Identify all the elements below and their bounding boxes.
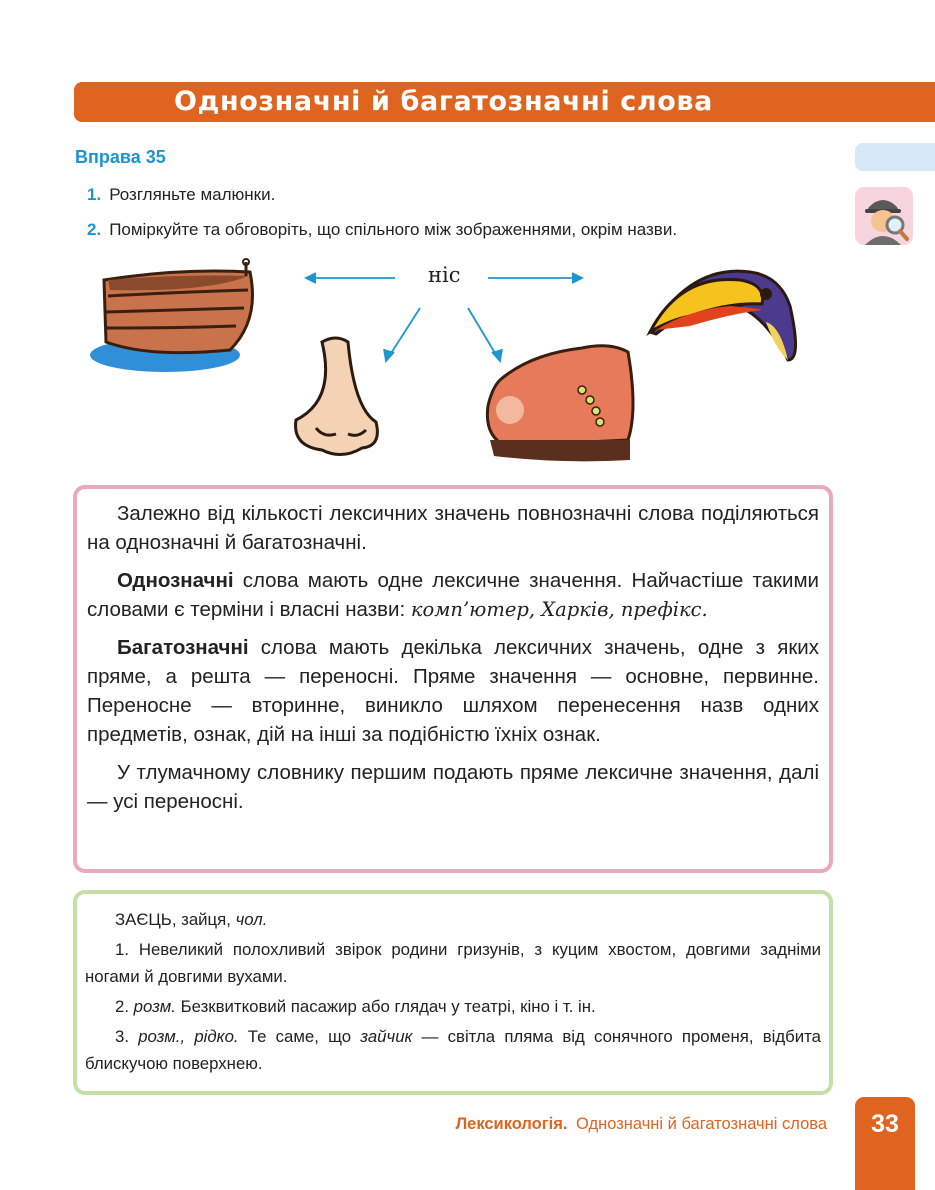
task-2-number: 2. — [87, 220, 102, 239]
meaning-3-num: 3. — [115, 1027, 139, 1046]
exercise-label: Вправа 35 — [75, 147, 166, 167]
rule-paragraph-1: Залежно від кількості лексичних значень повнозначні слова поділяються на однозначні й багатозначні. — [87, 502, 819, 554]
examples: комп’ютер, Харків, префікс. — [410, 598, 708, 621]
meaning-3-text-1: Те саме, що — [238, 1027, 361, 1046]
page-number: 33 — [871, 1110, 899, 1138]
nose-illustration — [296, 338, 378, 455]
boat-illustration — [90, 259, 253, 372]
term-polysemous: Багатозначні — [117, 636, 249, 659]
meaning-3-word: зайчик — [360, 1027, 413, 1046]
boot-illustration — [487, 346, 633, 462]
rule-paragraph-2 — [87, 566, 819, 624]
dictionary-entry — [73, 890, 833, 1095]
headword: ЗАЄЦЬ, зайця, — [115, 910, 236, 929]
task-2 — [87, 220, 677, 240]
meaning-3-text-2: — світла пляма від сонячного променя, відбита блискучою поверхнею. — [85, 1027, 821, 1073]
task-1-number: 1. — [87, 185, 102, 204]
gram-label: чол. — [235, 910, 268, 929]
task-1-text: Розгляньте малюнки. — [109, 185, 276, 204]
detective-icon — [855, 187, 913, 245]
rule-paragraph-3-text: слова мають декілька лексичних значень, одне з яких пряме, а решта — переносні. Пряме значення — основне, первинне. Переносне — вторинне, виникло шляхом перенесення назв одних предметів, ознак, дій на інші за подібністю їхніх ознак. — [87, 636, 819, 746]
dict-meaning-2 — [85, 993, 821, 1020]
dict-headword — [85, 906, 821, 933]
task-2-text: Поміркуйте та обговоріть, що спільного між зображеннями, окрім назви. — [109, 220, 678, 239]
page-title: Однозначні й багатозначні слова — [174, 86, 713, 117]
side-tab — [855, 143, 935, 171]
dict-meaning-1: 1. Невеликий полохливий звірок родини гризунів, з куцим хвостом, довгими задніми ногами й довгими вухами. — [85, 940, 821, 986]
rule-paragraph-3 — [87, 633, 819, 749]
footer-section: Лексикологія. — [455, 1115, 568, 1133]
rule-paragraph-2-text: слова мають одне лексичне значення. Найчастіше такими словами є терміни і власні назви: — [87, 569, 819, 621]
footer — [456, 1115, 827, 1134]
meaning-3-label: розм., рідко. — [138, 1027, 239, 1046]
dict-meaning-3 — [85, 1023, 821, 1077]
rule-paragraph-4: У тлумачному словнику першим подають пряме лексичне значення, далі — усі переносні. — [87, 761, 819, 813]
center-word: ніс — [428, 263, 461, 287]
task-1 — [87, 185, 275, 205]
rule-box — [73, 485, 833, 873]
term-unambiguous: Однозначні — [117, 569, 234, 592]
meaning-2-label: розм. — [133, 997, 176, 1016]
meaning-2-text: Безквитковий пасажир або глядач у театрі, кіно і т. ін. — [175, 997, 596, 1016]
toucan-illustration — [650, 271, 796, 360]
meaning-2-num: 2. — [115, 997, 134, 1016]
footer-topic: Однозначні й багатозначні слова — [576, 1115, 827, 1133]
